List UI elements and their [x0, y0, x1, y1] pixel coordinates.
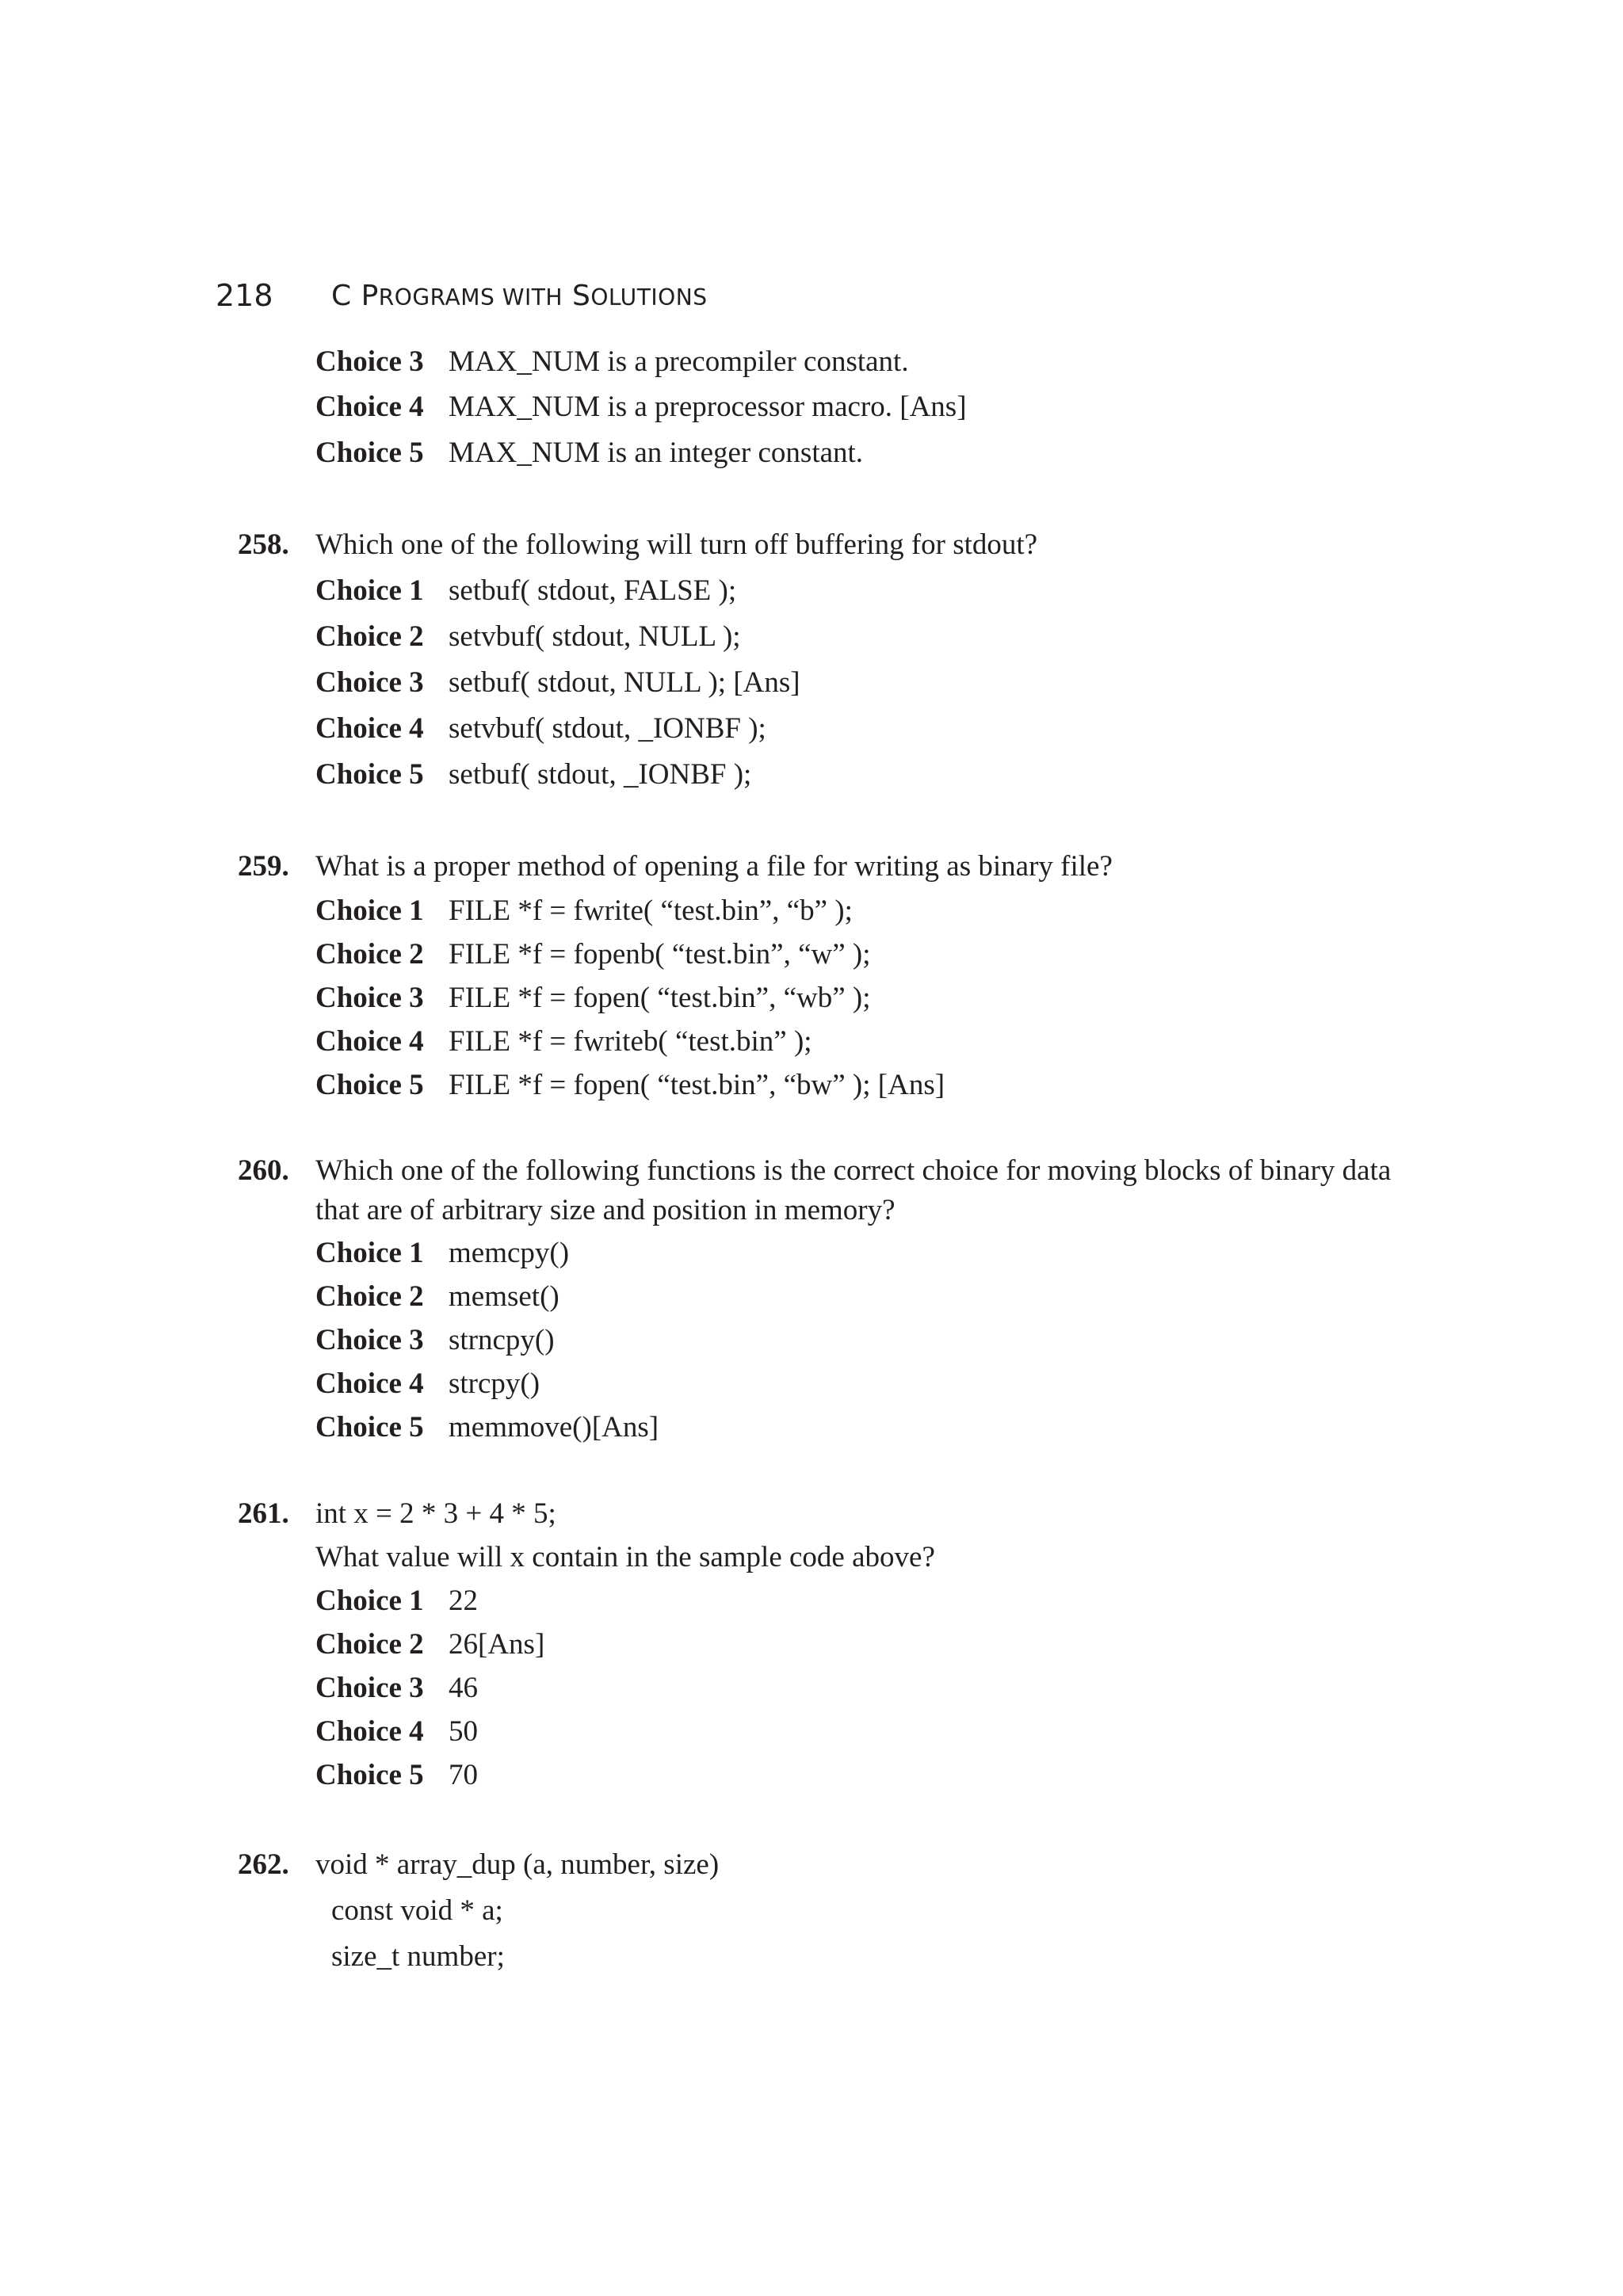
choice-label: Choice 1 — [315, 1237, 424, 1269]
code-line: void * array_dup (a, number, size) — [315, 1848, 720, 1881]
running-head — [216, 272, 708, 319]
choice-label: Choice 5 — [315, 1069, 424, 1101]
code-line: const void * a; — [331, 1894, 503, 1927]
choice-row — [315, 1409, 659, 1446]
choice-label: Choice 2 — [315, 938, 424, 971]
choice-label: Choice 4 — [315, 391, 424, 423]
choice-text: FILE *f = fopen( “test.bin”, “wb” ); — [449, 982, 871, 1014]
choice-text: 22 — [449, 1585, 478, 1617]
choice-row — [315, 1583, 478, 1619]
choice-row — [315, 1366, 540, 1402]
choice-row — [315, 1757, 478, 1794]
question-text: that are of arbitrary size and position in memory? — [315, 1194, 896, 1226]
choice-row — [315, 573, 736, 609]
choice-row — [315, 1670, 478, 1707]
question-text: Which one of the following will turn off buffering for stdout? — [315, 528, 1038, 561]
question-text: What is a proper method of opening a file for writing as binary file? — [315, 850, 1113, 883]
choice-label: Choice 5 — [315, 758, 424, 791]
question-number: 260. — [238, 1154, 289, 1187]
code-line: size_t number; — [331, 1940, 505, 1973]
book-title-initial: S — [563, 279, 591, 312]
choice-label: Choice 2 — [315, 1628, 424, 1661]
choice-label: Choice 3 — [315, 1324, 424, 1356]
choice-row — [315, 893, 853, 929]
choice-label: Choice 1 — [315, 574, 424, 607]
book-title-smallcaps: OLUTIONS — [590, 284, 708, 311]
choice-text: 26[Ans] — [449, 1628, 545, 1661]
choice-label: Choice 2 — [315, 620, 424, 653]
choice-row — [315, 757, 751, 793]
choice-row — [315, 1279, 559, 1315]
choice-row — [315, 936, 871, 973]
choice-row — [315, 1714, 478, 1750]
question-number: 261. — [238, 1497, 289, 1530]
choice-text: FILE *f = fopenb( “test.bin”, “w” ); — [449, 938, 871, 971]
code-snippet: int x = 2 * 3 + 4 * 5; — [315, 1497, 556, 1530]
question-number: 262. — [238, 1848, 289, 1881]
choice-text: FILE *f = fwriteb( “test.bin” ); — [449, 1025, 812, 1058]
choice-label: Choice 5 — [315, 1759, 424, 1791]
choice-text: 70 — [449, 1759, 478, 1791]
choice-row — [315, 980, 871, 1016]
choice-row — [315, 1627, 544, 1663]
question-text: What value will x contain in the sample code above? — [315, 1541, 935, 1573]
choice-text: strncpy() — [449, 1324, 555, 1356]
choice-label: Choice 4 — [315, 1367, 424, 1400]
choice-text: MAX_NUM is a precompiler constant. — [449, 345, 909, 378]
choice-label: Choice 2 — [315, 1280, 424, 1313]
question-number: 259. — [238, 850, 289, 883]
book-title-smallcaps: ROGRAMS WITH — [378, 284, 563, 311]
choice-text: memcpy() — [449, 1237, 570, 1269]
choice-row — [315, 1067, 945, 1104]
choice-text: setbuf( stdout, FALSE ); — [449, 574, 737, 607]
choice-row — [315, 1322, 555, 1359]
choice-row — [315, 619, 741, 655]
choice-text: setbuf( stdout, _IONBF ); — [449, 758, 752, 791]
choice-text: 46 — [449, 1672, 478, 1704]
choice-label: Choice 3 — [315, 1672, 424, 1704]
choice-row — [315, 1235, 569, 1272]
choice-text: FILE *f = fopen( “test.bin”, “bw” ); [Ans] — [449, 1069, 945, 1101]
choice-row — [315, 665, 800, 701]
book-title-initial: C P — [331, 279, 379, 312]
choice-label: Choice 1 — [315, 1585, 424, 1617]
choice-text: MAX_NUM is a preprocessor macro. [Ans] — [449, 391, 967, 423]
choice-label: Choice 5 — [315, 437, 424, 469]
choice-row — [315, 1024, 812, 1060]
choice-text: 50 — [449, 1715, 478, 1748]
choice-row — [315, 711, 766, 747]
choice-row — [315, 344, 909, 380]
choice-row — [315, 389, 967, 425]
choice-text: FILE *f = fwrite( “test.bin”, “b” ); — [449, 894, 853, 927]
choice-label: Choice 3 — [315, 345, 424, 378]
choice-label: Choice 3 — [315, 982, 424, 1014]
choice-text: strcpy() — [449, 1367, 540, 1400]
choice-label: Choice 3 — [315, 666, 424, 699]
choice-label: Choice 4 — [315, 712, 424, 745]
choice-label: Choice 4 — [315, 1025, 424, 1058]
choice-row — [315, 435, 863, 471]
choice-text: setvbuf( stdout, _IONBF ); — [449, 712, 766, 745]
choice-text: MAX_NUM is an integer constant. — [449, 437, 864, 469]
book-title — [331, 280, 708, 312]
question-text: Which one of the following functions is the correct choice for moving blocks of binary data — [315, 1154, 1392, 1187]
choice-text: memmove()[Ans] — [449, 1411, 659, 1444]
choice-text: memset() — [449, 1280, 559, 1313]
choice-text: setvbuf( stdout, NULL ); — [449, 620, 741, 653]
question-number: 258. — [238, 528, 289, 561]
choice-label: Choice 4 — [315, 1715, 424, 1748]
page-number: 218 — [216, 278, 273, 313]
choice-text: setbuf( stdout, NULL ); [Ans] — [449, 666, 800, 699]
choice-label: Choice 5 — [315, 1411, 424, 1444]
choice-label: Choice 1 — [315, 894, 424, 927]
